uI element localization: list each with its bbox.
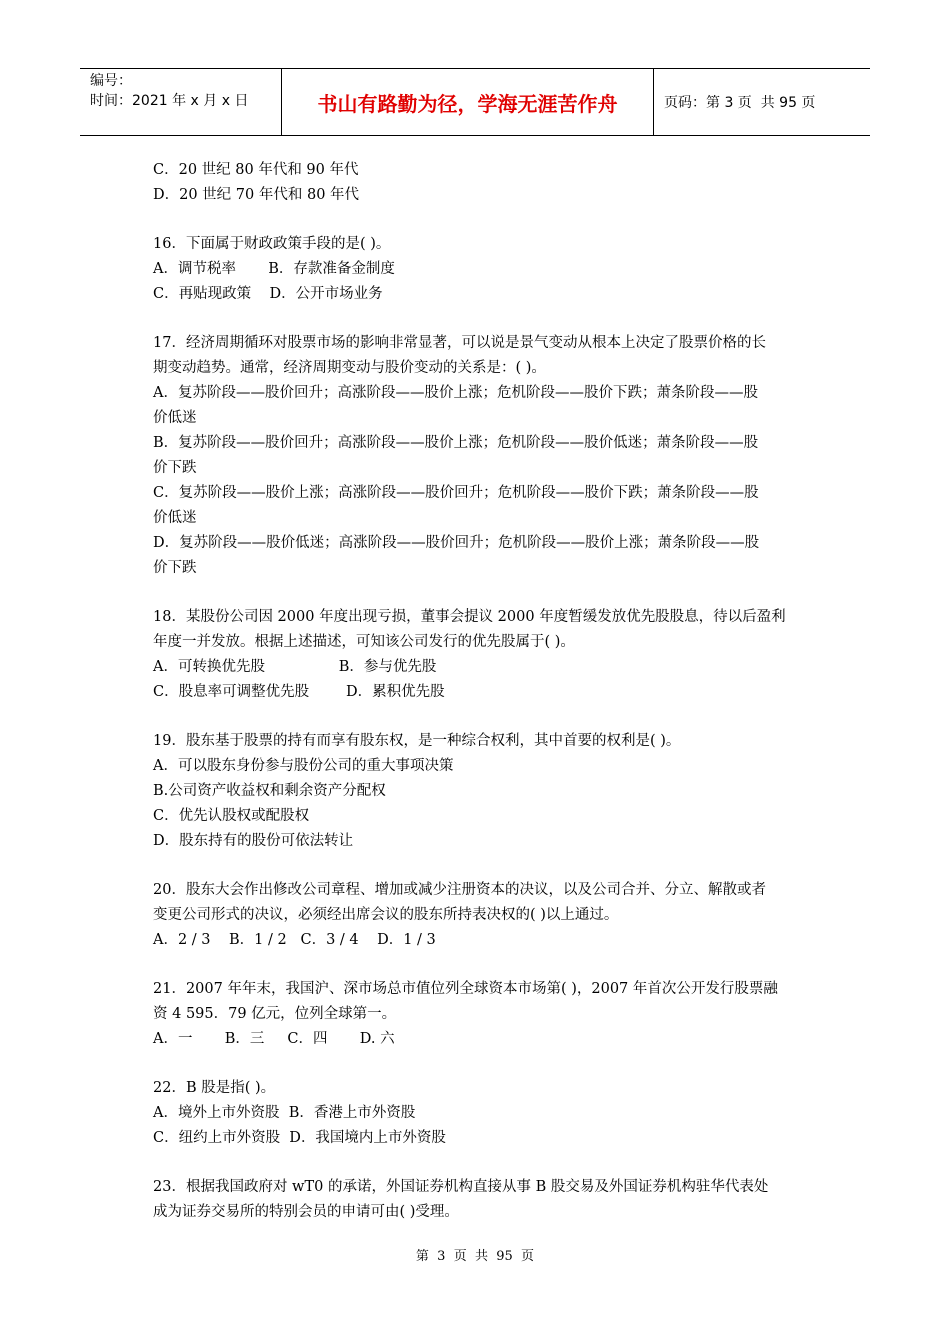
question-18-stem: 18．某股份公司因 2000 年度出现亏损，董事会提议 2000 年度暂缓发放优先股股息，待以后盈利 xyxy=(153,609,786,625)
question-line: 年度一并发放。根据上述描述，可知该公司发行的优先股属于( )。 xyxy=(153,634,575,650)
page-footer: 第 3 页 共 95 页 xyxy=(415,1249,535,1264)
question-line: B．复苏阶段——股价回升；高涨阶段——股价上涨；危机阶段——股价低迷；萧条阶段——股 xyxy=(153,435,759,451)
question-line: C．股息率可调整优先股 D．累积优先股 xyxy=(153,684,445,700)
question-16-stem: 16．下面属于财政政策手段的是( )。 xyxy=(153,236,391,252)
question-line: A．可转换优先股 B．参与优先股 xyxy=(153,659,437,675)
question-line: C．20 世纪 80 年代和 90 年代 xyxy=(153,162,359,178)
question-line: D．复苏阶段——股价低迷；高涨阶段——股价回升；危机阶段——股价上涨；萧条阶段——股 xyxy=(153,535,760,551)
question-line: 变更公司形式的决议，必须经出席会议的股东所持表决权的( )以上通过。 xyxy=(153,907,619,923)
question-line: D．股东持有的股份可依法转让 xyxy=(153,833,354,849)
question-line: C．纽约上市外资股 D．我国境内上市外资股 xyxy=(153,1130,446,1146)
question-line: 成为证券交易所的特别会员的申请可由( )受理。 xyxy=(153,1204,459,1220)
question-line: C．优先认股权或配股权 xyxy=(153,808,310,824)
question-line: 价下跌 xyxy=(153,560,197,576)
question-22-stem: 22．B 股是指( )。 xyxy=(153,1080,276,1096)
header-meta xyxy=(80,69,282,135)
question-line: 价低迷 xyxy=(153,410,197,426)
page-header xyxy=(80,68,870,136)
question-line: A．复苏阶段——股价回升；高涨阶段——股价上涨；危机阶段——股价下跌；萧条阶段——股 xyxy=(153,385,758,401)
question-line: 价低迷 xyxy=(153,510,197,526)
header-motto: 书山有路勤为径，学海无涯苦作舟 xyxy=(282,69,654,135)
question-line: B.公司资产收益权和剩余资产分配权 xyxy=(153,783,386,799)
document-body xyxy=(153,158,833,1225)
question-line: 价下跌 xyxy=(153,460,197,476)
serial-number-label: 编号： xyxy=(90,73,132,89)
question-line: A．一 B．三 C．四 D. 六 xyxy=(153,1031,395,1047)
question-line: 资 4 595．79 亿元，位列全球第一。 xyxy=(153,1006,397,1022)
question-line: A．2 / 3 B．1 / 2 C．3 / 4 D．1 / 3 xyxy=(153,932,436,948)
question-line: A．境外上市外资股 B．香港上市外资股 xyxy=(153,1105,416,1121)
question-17-stem: 17．经济周期循环对股票市场的影响非常显著，可以说是景气变动从根本上决定了股票价格的长 xyxy=(153,335,766,351)
header-page-info: 页码：第 3 页 共 95 页 xyxy=(664,95,816,111)
question-line: C．复苏阶段——股价上涨；高涨阶段——股价回升；危机阶段——股价下跌；萧条阶段——股 xyxy=(153,485,759,501)
question-20-stem: 20．股东大会作出修改公司章程、增加或减少注册资本的决议，以及公司合并、分立、解散或者 xyxy=(153,882,766,898)
question-19-stem: 19．股东基于股票的持有而享有股东权，是一种综合权利，其中首要的权利是( )。 xyxy=(153,733,681,749)
question-21-stem: 21．2007 年年末，我国沪、深市场总市值位列全球资本市场第( )，2007 年首次公开发行股票融 xyxy=(153,981,778,997)
question-line: A．调节税率 B．存款准备金制度 xyxy=(153,261,395,277)
date-label: 时间：2021 年 x 月 x 日 xyxy=(90,93,249,109)
question-line: 期变动趋势。通常，经济周期变动与股价变动的关系是：( )。 xyxy=(153,360,546,376)
question-line: A．可以股东身份参与股份公司的重大事项决策 xyxy=(153,758,454,774)
question-23-stem: 23．根据我国政府对 wT0 的承诺，外国证券机构直接从事 B 股交易及外国证券机构驻华代表处 xyxy=(153,1179,769,1195)
question-line: C．再贴现政策 D．公开市场业务 xyxy=(153,286,383,302)
question-line: D．20 世纪 70 年代和 80 年代 xyxy=(153,187,360,203)
